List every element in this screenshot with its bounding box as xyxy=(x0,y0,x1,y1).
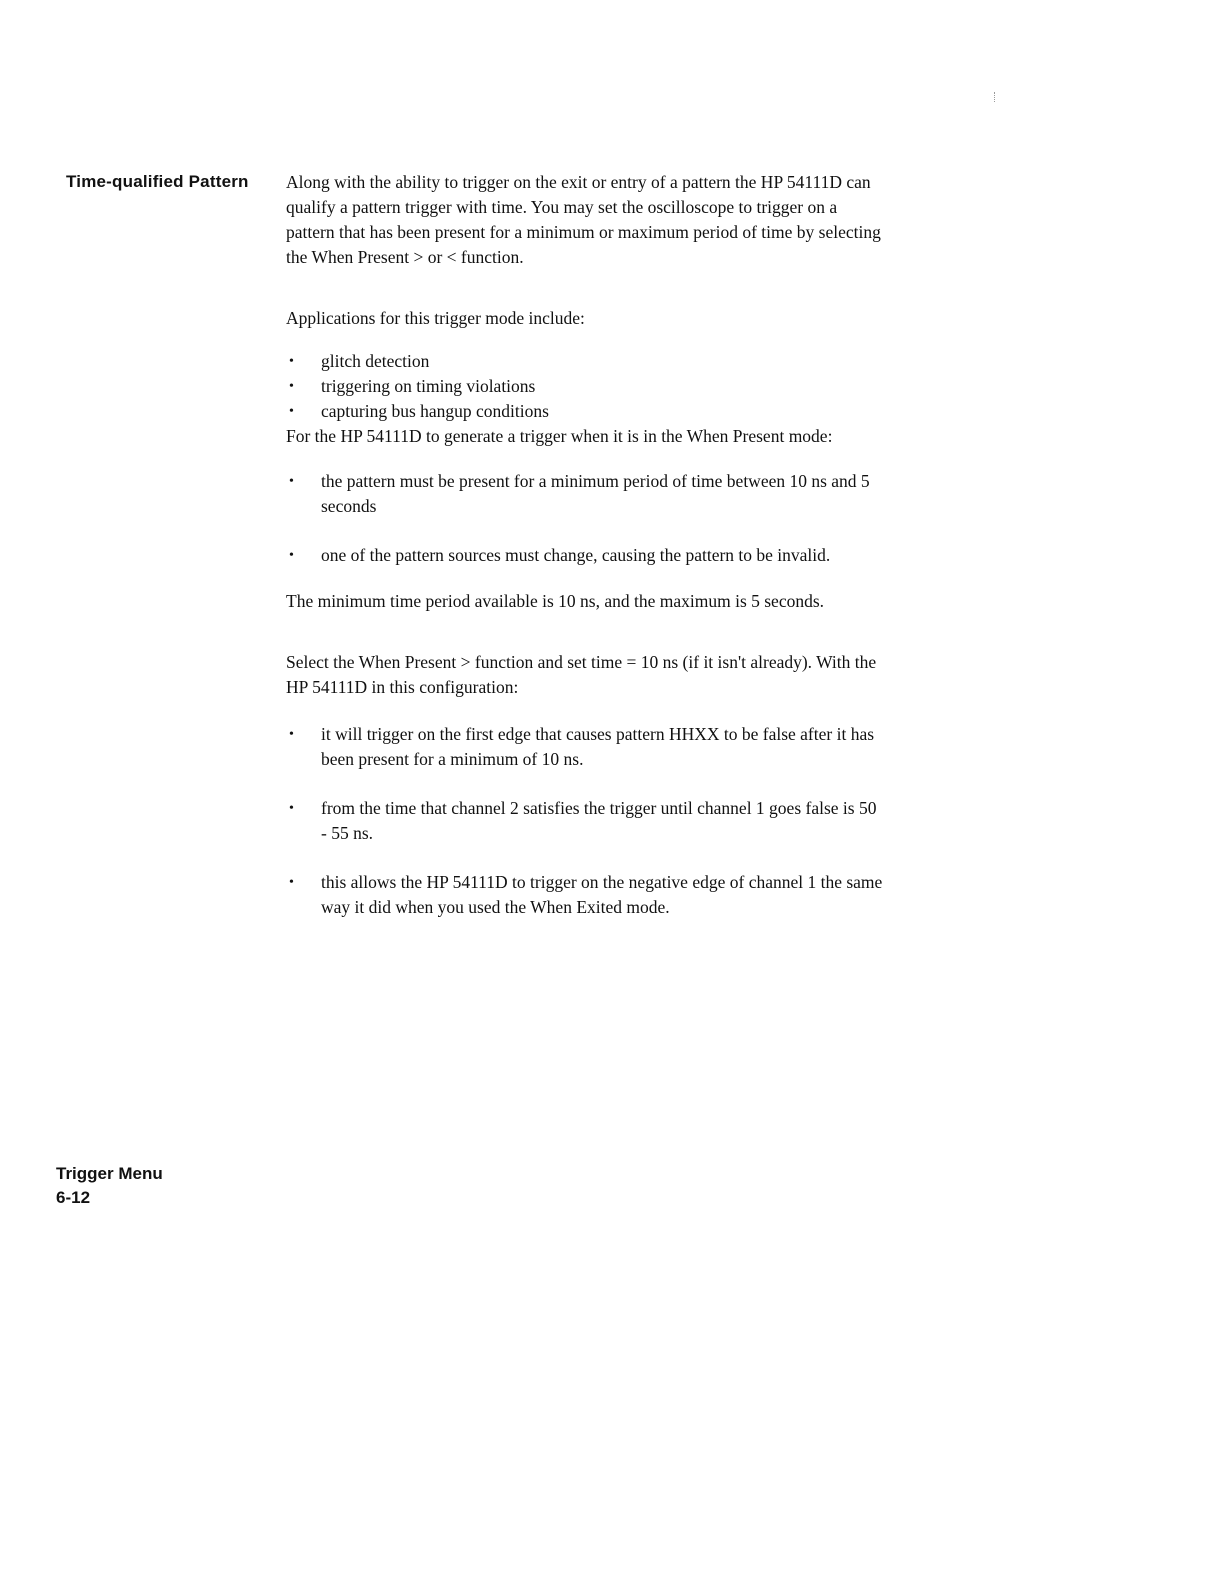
scan-speck xyxy=(994,92,996,102)
applications-paragraph: Applications for this trigger mode include: xyxy=(286,308,585,328)
page-number: 6-12 xyxy=(56,1188,91,1207)
trigger-condition-paragraph: For the HP 54111D to generate a trigger when it is in the When Present mode: xyxy=(286,426,833,446)
bullet-icon: • xyxy=(289,727,294,742)
bullet-icon: • xyxy=(289,474,294,489)
applications-list xyxy=(286,349,886,424)
footer-section-title: Trigger Menu xyxy=(56,1164,163,1183)
bullet-icon: • xyxy=(289,801,294,816)
section-heading: Time-qualified Pattern xyxy=(66,172,249,191)
main-text-column xyxy=(286,170,886,941)
list-item: • one of the pattern sources must change, causing the pattern to be invalid. xyxy=(286,543,886,568)
bullet-icon: • xyxy=(289,875,294,890)
list-item: • the pattern must be present for a minimum period of time between 10 ns and 5 seconds xyxy=(289,471,870,516)
bullet-icon: • xyxy=(289,404,294,419)
conditions-list xyxy=(286,469,886,568)
list-item: • it will trigger on the first edge that causes pattern HHXX to be false after it has been present for a minimum of 10 ns. xyxy=(289,724,875,769)
list-item: • from the time that channel 2 satisfies the trigger until channel 1 goes false is 50 - 55 ns. xyxy=(289,798,877,843)
bullet-icon: • xyxy=(289,354,294,369)
bullet-icon: • xyxy=(289,379,294,394)
list-item: • capturing bus hangup conditions xyxy=(286,399,886,424)
page-footer xyxy=(56,1162,163,1210)
list-item: • triggering on timing violations xyxy=(286,374,886,399)
list-item: • glitch detection xyxy=(286,349,886,374)
configuration-list xyxy=(286,722,886,920)
time-range-paragraph: The minimum time period available is 10 ns, and the maximum is 5 seconds. xyxy=(286,591,825,611)
list-item: • this allows the HP 54111D to trigger on the negative edge of channel 1 the same way it did when you used the When Exited mode. xyxy=(289,872,883,917)
intro-paragraph: Along with the ability to trigger on the exit or entry of a pattern the HP 54111D can qualify a pattern trigger with time. You may set the oscilloscope to trigger on a pattern that has been present for a minimum or maximum period of time by selecting the When Present > or < function. xyxy=(286,172,881,267)
bullet-icon: • xyxy=(289,548,294,563)
configuration-paragraph: Select the When Present > function and set time = 10 ns (if it isn't already). With the HP 54111D in this configuration: xyxy=(286,652,877,697)
